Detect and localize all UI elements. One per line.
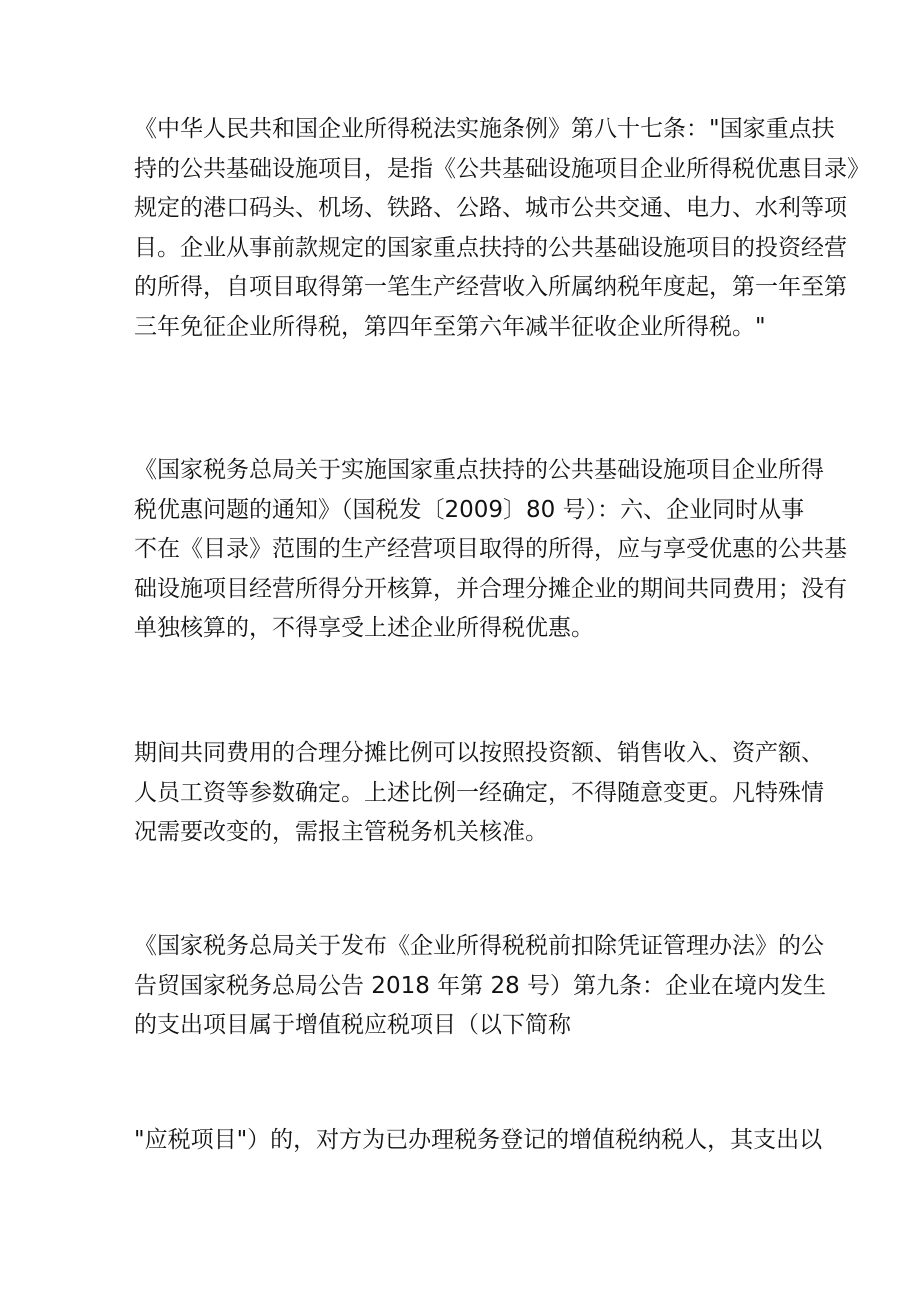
text-line: 人员工资等参数确定。上述比例一经确定，不得随意变更。凡特殊情: [134, 779, 824, 806]
text-line: 单独核算的，不得享受上述企业所得税优惠。: [134, 615, 594, 641]
text-line: 的支出项目属于增值税应税项目（以下简称: [134, 1012, 571, 1038]
paragraph-taxable-items: [134, 1121, 823, 1161]
paragraph-cost-allocation: [134, 734, 824, 853]
paragraph-notice-2009-80: [134, 451, 847, 649]
text-line: 目。企业从事前款规定的国家重点扶持的公共基础设施项目的投资经营: [134, 234, 847, 261]
text-line: 《国家税务总局关于实施国家重点扶持的公共基础设施项目企业所得: [134, 457, 824, 483]
text-line: 告贸国家税务总局公告 2018 年第 28 号）第九条：企业在境内发生: [134, 972, 827, 999]
text-line: 税优惠问题的通知》（国税发〔2009〕80 号）：六、企业同时从事: [134, 496, 805, 523]
paragraph-article-87: [134, 110, 870, 347]
text-line: 规定的港口码头、机场、铁路、公路、城市公共交通、电力、水利等项: [134, 195, 847, 221]
text-line: 期间共同费用的合理分摊比例可以按照投资额、销售收入、资产额、: [134, 740, 824, 766]
text-line: 础设施项目经营所得分开核算，并合理分摊企业的期间共同费用；没有: [134, 575, 847, 602]
text-line: 三年免征企业所得税，第四年至第六年减半征收企业所得税。": [134, 313, 766, 340]
paragraph-announcement-2018-28: [134, 927, 827, 1046]
text-line: "应税项目"）的，对方为已办理税务登记的增值税纳税人，其支出以: [134, 1127, 823, 1153]
text-line: 《国家税务总局关于发布《企业所得税税前扣除凭证管理办法》的公: [134, 933, 824, 959]
text-line: 持的公共基础设施项目，是指《公共基础设施项目企业所得税优惠目录》: [134, 155, 870, 182]
text-line: 不在《目录》范围的生产经营项目取得的所得，应与享受优惠的公共基: [134, 536, 847, 562]
text-line: 况需要改变的，需报主管税务机关核准。: [134, 819, 548, 845]
text-line: 的所得，自项目取得第一笔生产经营收入所属纳税年度起，第一年至第: [134, 274, 847, 300]
text-line: 《中华人民共和国企业所得税法实施条例》第八十七条："国家重点扶: [134, 116, 835, 142]
